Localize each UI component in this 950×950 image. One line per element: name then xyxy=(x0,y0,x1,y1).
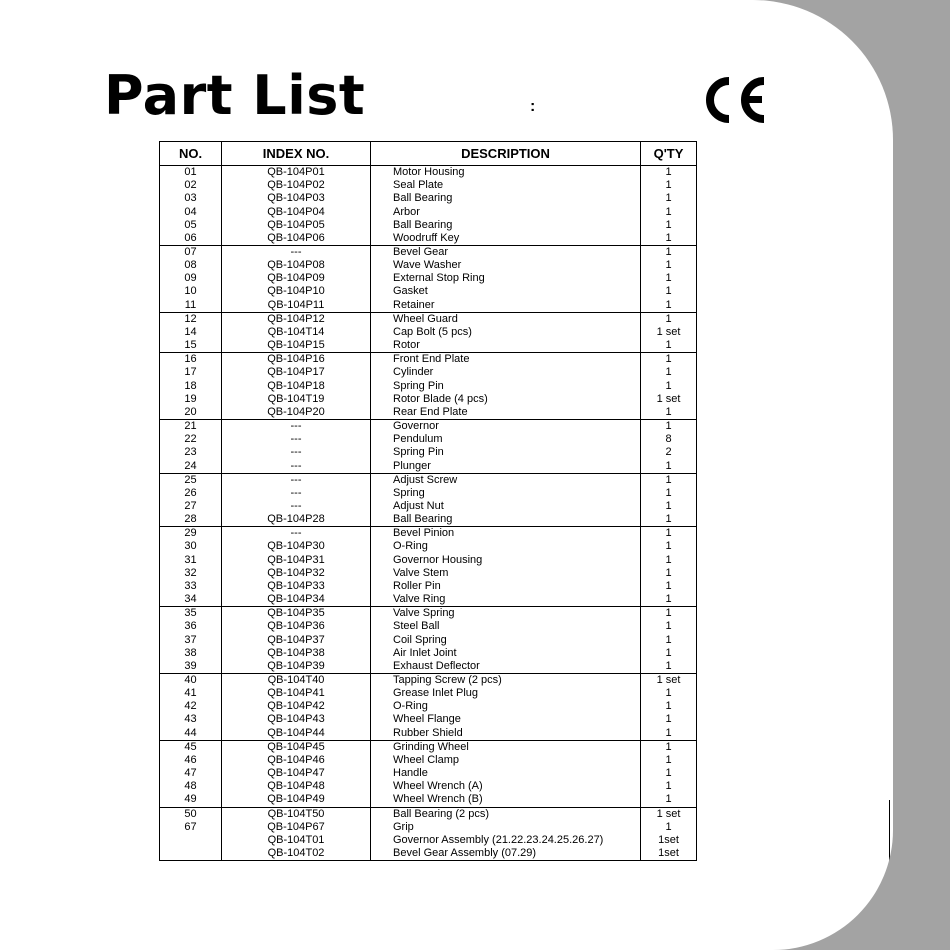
cell-description: Spring xyxy=(371,487,641,500)
cell-qty: 1 xyxy=(641,793,697,807)
cell-qty: 1 xyxy=(641,487,697,500)
cell-no: 15 xyxy=(160,339,222,353)
cell-qty: 1 xyxy=(641,299,697,313)
cell-description: Retainer xyxy=(371,299,641,313)
cell-qty: 8 xyxy=(641,433,697,446)
table-row xyxy=(160,205,697,218)
cell-description: Exhaust Deflector xyxy=(371,660,641,674)
cell-description: Rubber Shield xyxy=(371,727,641,741)
cell-qty: 1 xyxy=(641,245,697,259)
table-row xyxy=(160,353,697,367)
cell-no: 34 xyxy=(160,593,222,607)
cell-no: 48 xyxy=(160,780,222,793)
table-row xyxy=(160,285,697,298)
cell-no: 01 xyxy=(160,166,222,180)
cell-qty: 1 xyxy=(641,821,697,834)
cell-index-no: QB-104P05 xyxy=(222,219,371,232)
cell-description: Cylinder xyxy=(371,366,641,379)
cell-qty: 2 xyxy=(641,446,697,459)
cell-description: Bevel Gear xyxy=(371,245,641,259)
cell-qty: 1 xyxy=(641,593,697,607)
table-row xyxy=(160,713,697,726)
cell-qty: 1 xyxy=(641,754,697,767)
cell-no: 14 xyxy=(160,326,222,339)
table-row xyxy=(160,740,697,754)
cell-no: 03 xyxy=(160,192,222,205)
cell-no: 43 xyxy=(160,713,222,726)
cell-description: Ball Bearing (2 pcs) xyxy=(371,807,641,821)
cell-no: 41 xyxy=(160,687,222,700)
cell-description: Bevel Gear Assembly (07.29) xyxy=(371,847,641,861)
cell-index-no: QB-104P35 xyxy=(222,607,371,621)
title-colon: : xyxy=(530,98,536,115)
cell-index-no: QB-104P12 xyxy=(222,312,371,326)
table-row xyxy=(160,406,697,420)
cell-description: Cap Bolt (5 pcs) xyxy=(371,326,641,339)
cell-no: 05 xyxy=(160,219,222,232)
cell-no: 33 xyxy=(160,580,222,593)
cell-qty: 1 xyxy=(641,205,697,218)
cell-no: 32 xyxy=(160,567,222,580)
table-row xyxy=(160,192,697,205)
table-row xyxy=(160,727,697,741)
cell-description: Governor Housing xyxy=(371,554,641,567)
cell-description: Woodruff Key xyxy=(371,232,641,246)
cell-qty: 1 xyxy=(641,620,697,633)
cell-no: 26 xyxy=(160,487,222,500)
cell-index-no: QB-104P37 xyxy=(222,633,371,646)
cell-no: 12 xyxy=(160,312,222,326)
table-row xyxy=(160,767,697,780)
cell-qty: 1 xyxy=(641,419,697,433)
ce-mark-icon xyxy=(700,74,770,126)
table-row xyxy=(160,393,697,406)
cell-description: Ball Bearing xyxy=(371,219,641,232)
cell-qty: 1 xyxy=(641,259,697,272)
cell-index-no: --- xyxy=(222,419,371,433)
cell-qty: 1 xyxy=(641,513,697,527)
cell-qty: 1 xyxy=(641,780,697,793)
table-row xyxy=(160,540,697,553)
cell-description: Motor Housing xyxy=(371,166,641,180)
table-row xyxy=(160,459,697,473)
cell-no: 17 xyxy=(160,366,222,379)
cell-index-no: QB-104P04 xyxy=(222,205,371,218)
cell-index-no: --- xyxy=(222,446,371,459)
cell-qty: 1 set xyxy=(641,673,697,687)
cell-index-no: QB-104P38 xyxy=(222,647,371,660)
table-row xyxy=(160,527,697,541)
table-row xyxy=(160,847,697,861)
table-row xyxy=(160,312,697,326)
cell-index-no: QB-104T02 xyxy=(222,847,371,861)
cell-description: External Stop Ring xyxy=(371,272,641,285)
cell-qty: 1 xyxy=(641,166,697,180)
table-row xyxy=(160,607,697,621)
cell-qty: 1 xyxy=(641,660,697,674)
cell-description: Ball Bearing xyxy=(371,513,641,527)
table-row xyxy=(160,821,697,834)
cell-index-no: QB-104T14 xyxy=(222,326,371,339)
cell-index-no: QB-104P42 xyxy=(222,700,371,713)
cell-description: Valve Spring xyxy=(371,607,641,621)
cell-index-no: QB-104P28 xyxy=(222,513,371,527)
cell-no: 25 xyxy=(160,473,222,487)
cell-index-no: QB-104P11 xyxy=(222,299,371,313)
cell-qty: 1 set xyxy=(641,326,697,339)
cell-index-no: QB-104P01 xyxy=(222,166,371,180)
cell-index-no: --- xyxy=(222,245,371,259)
cell-description: Rotor xyxy=(371,339,641,353)
cell-qty: 1 set xyxy=(641,807,697,821)
cell-index-no: QB-104P39 xyxy=(222,660,371,674)
cell-description: Valve Stem xyxy=(371,567,641,580)
cell-qty: 1 xyxy=(641,406,697,420)
cell-no: 42 xyxy=(160,700,222,713)
cell-no: 31 xyxy=(160,554,222,567)
cell-index-no: --- xyxy=(222,473,371,487)
cell-description: O-Ring xyxy=(371,700,641,713)
cell-no: 46 xyxy=(160,754,222,767)
cell-no: 27 xyxy=(160,500,222,513)
page-edge-line xyxy=(889,800,890,870)
table-row xyxy=(160,754,697,767)
cell-description: Valve Ring xyxy=(371,593,641,607)
table-row xyxy=(160,326,697,339)
cell-description: Governor Assembly (21.22.23.24.25.26.27) xyxy=(371,834,641,847)
cell-description: Adjust Screw xyxy=(371,473,641,487)
table-row xyxy=(160,700,697,713)
cell-no: 38 xyxy=(160,647,222,660)
cell-qty: 1 xyxy=(641,767,697,780)
cell-description: Steel Ball xyxy=(371,620,641,633)
cell-description: Plunger xyxy=(371,459,641,473)
cell-index-no: QB-104T50 xyxy=(222,807,371,821)
cell-qty: 1 xyxy=(641,647,697,660)
header-qty: Q'TY xyxy=(641,142,697,166)
cell-index-no: --- xyxy=(222,500,371,513)
cell-qty: 1 xyxy=(641,285,697,298)
cell-index-no: QB-104P10 xyxy=(222,285,371,298)
cell-index-no: QB-104P32 xyxy=(222,567,371,580)
cell-no: 24 xyxy=(160,459,222,473)
cell-description: Bevel Pinion xyxy=(371,527,641,541)
cell-no: 20 xyxy=(160,406,222,420)
cell-index-no: QB-104P45 xyxy=(222,740,371,754)
table-row xyxy=(160,834,697,847)
cell-qty: 1 xyxy=(641,312,697,326)
cell-no: 06 xyxy=(160,232,222,246)
cell-qty: 1 xyxy=(641,607,697,621)
cell-no: 22 xyxy=(160,433,222,446)
cell-no: 11 xyxy=(160,299,222,313)
cell-index-no: --- xyxy=(222,459,371,473)
table-row xyxy=(160,232,697,246)
table-row xyxy=(160,567,697,580)
cell-description: Wheel Clamp xyxy=(371,754,641,767)
cell-qty: 1 xyxy=(641,540,697,553)
cell-description: Grinding Wheel xyxy=(371,740,641,754)
cell-description: Coil Spring xyxy=(371,633,641,646)
cell-qty: 1 xyxy=(641,527,697,541)
cell-description: Wheel Wrench (B) xyxy=(371,793,641,807)
cell-description: Ball Bearing xyxy=(371,192,641,205)
cell-description: Adjust Nut xyxy=(371,500,641,513)
cell-no: 39 xyxy=(160,660,222,674)
table-row xyxy=(160,633,697,646)
cell-index-no: --- xyxy=(222,433,371,446)
cell-description: Wave Washer xyxy=(371,259,641,272)
cell-index-no: QB-104P36 xyxy=(222,620,371,633)
cell-index-no: QB-104P16 xyxy=(222,353,371,367)
cell-no: 50 xyxy=(160,807,222,821)
cell-no: 18 xyxy=(160,380,222,393)
cell-description: Arbor xyxy=(371,205,641,218)
cell-no xyxy=(160,847,222,861)
cell-index-no: QB-104P34 xyxy=(222,593,371,607)
header-no: NO. xyxy=(160,142,222,166)
cell-description: Front End Plate xyxy=(371,353,641,367)
cell-no: 02 xyxy=(160,179,222,192)
cell-description: Wheel Wrench (A) xyxy=(371,780,641,793)
cell-index-no: QB-104T01 xyxy=(222,834,371,847)
table-row xyxy=(160,219,697,232)
cell-no: 29 xyxy=(160,527,222,541)
table-row xyxy=(160,554,697,567)
cell-qty: 1set xyxy=(641,834,697,847)
cell-description: Rotor Blade (4 pcs) xyxy=(371,393,641,406)
parts-table xyxy=(159,141,697,861)
cell-qty: 1 xyxy=(641,554,697,567)
table-row xyxy=(160,673,697,687)
table-header-row xyxy=(160,142,697,166)
cell-no: 36 xyxy=(160,620,222,633)
cell-no: 45 xyxy=(160,740,222,754)
cell-no: 47 xyxy=(160,767,222,780)
cell-description: Pendulum xyxy=(371,433,641,446)
table-row xyxy=(160,500,697,513)
cell-index-no: QB-104P41 xyxy=(222,687,371,700)
table-row xyxy=(160,179,697,192)
cell-qty: 1 set xyxy=(641,393,697,406)
header-index-no: INDEX NO. xyxy=(222,142,371,166)
cell-index-no: QB-104T40 xyxy=(222,673,371,687)
cell-qty: 1 xyxy=(641,700,697,713)
cell-qty: 1 xyxy=(641,459,697,473)
cell-index-no: QB-104P46 xyxy=(222,754,371,767)
table-row xyxy=(160,593,697,607)
cell-index-no: QB-104P43 xyxy=(222,713,371,726)
table-row xyxy=(160,473,697,487)
cell-index-no: QB-104P17 xyxy=(222,366,371,379)
cell-index-no: QB-104P03 xyxy=(222,192,371,205)
cell-description: Seal Plate xyxy=(371,179,641,192)
cell-qty: 1 xyxy=(641,219,697,232)
table-row xyxy=(160,166,697,180)
cell-qty: 1set xyxy=(641,847,697,861)
cell-qty: 1 xyxy=(641,272,697,285)
cell-no: 10 xyxy=(160,285,222,298)
cell-no: 23 xyxy=(160,446,222,459)
table-row xyxy=(160,793,697,807)
cell-description: Spring Pin xyxy=(371,380,641,393)
cell-qty: 1 xyxy=(641,713,697,726)
cell-no: 37 xyxy=(160,633,222,646)
cell-qty: 1 xyxy=(641,339,697,353)
cell-qty: 1 xyxy=(641,567,697,580)
cell-index-no: QB-104P33 xyxy=(222,580,371,593)
table-row xyxy=(160,580,697,593)
table-row xyxy=(160,687,697,700)
cell-description: Air Inlet Joint xyxy=(371,647,641,660)
cell-no: 09 xyxy=(160,272,222,285)
cell-index-no: QB-104P30 xyxy=(222,540,371,553)
cell-qty: 1 xyxy=(641,633,697,646)
cell-index-no: QB-104P06 xyxy=(222,232,371,246)
table-row xyxy=(160,660,697,674)
cell-qty: 1 xyxy=(641,740,697,754)
cell-qty: 1 xyxy=(641,580,697,593)
cell-index-no: QB-104P48 xyxy=(222,780,371,793)
cell-description: Rear End Plate xyxy=(371,406,641,420)
cell-description: Handle xyxy=(371,767,641,780)
cell-no: 19 xyxy=(160,393,222,406)
table-row xyxy=(160,339,697,353)
cell-qty: 1 xyxy=(641,687,697,700)
table-row xyxy=(160,366,697,379)
cell-index-no: QB-104P20 xyxy=(222,406,371,420)
cell-qty: 1 xyxy=(641,192,697,205)
table-row xyxy=(160,299,697,313)
table-row xyxy=(160,780,697,793)
cell-qty: 1 xyxy=(641,500,697,513)
cell-index-no: QB-104P31 xyxy=(222,554,371,567)
cell-index-no: QB-104P47 xyxy=(222,767,371,780)
cell-description: Wheel Flange xyxy=(371,713,641,726)
table-row xyxy=(160,380,697,393)
cell-index-no: QB-104P44 xyxy=(222,727,371,741)
page-title: Part List xyxy=(104,64,366,127)
header-description: DESCRIPTION xyxy=(371,142,641,166)
table-row xyxy=(160,433,697,446)
parts-table-body xyxy=(160,166,697,861)
table-row xyxy=(160,513,697,527)
cell-qty: 1 xyxy=(641,366,697,379)
table-row xyxy=(160,620,697,633)
cell-no: 44 xyxy=(160,727,222,741)
table-row xyxy=(160,647,697,660)
cell-index-no: QB-104P49 xyxy=(222,793,371,807)
cell-description: Tapping Screw (2 pcs) xyxy=(371,673,641,687)
cell-index-no: QB-104P67 xyxy=(222,821,371,834)
cell-index-no: QB-104P08 xyxy=(222,259,371,272)
cell-no xyxy=(160,834,222,847)
cell-no: 21 xyxy=(160,419,222,433)
cell-index-no: QB-104P18 xyxy=(222,380,371,393)
cell-no: 67 xyxy=(160,821,222,834)
cell-no: 49 xyxy=(160,793,222,807)
cell-index-no: QB-104P02 xyxy=(222,179,371,192)
cell-no: 08 xyxy=(160,259,222,272)
cell-qty: 1 xyxy=(641,232,697,246)
cell-no: 40 xyxy=(160,673,222,687)
cell-no: 30 xyxy=(160,540,222,553)
cell-index-no: QB-104P15 xyxy=(222,339,371,353)
cell-qty: 1 xyxy=(641,380,697,393)
cell-description: Spring Pin xyxy=(371,446,641,459)
cell-index-no: QB-104T19 xyxy=(222,393,371,406)
cell-index-no: --- xyxy=(222,527,371,541)
cell-index-no: --- xyxy=(222,487,371,500)
cell-no: 16 xyxy=(160,353,222,367)
cell-description: Grip xyxy=(371,821,641,834)
cell-description: Wheel Guard xyxy=(371,312,641,326)
cell-no: 35 xyxy=(160,607,222,621)
cell-qty: 1 xyxy=(641,727,697,741)
table-row xyxy=(160,487,697,500)
table-row xyxy=(160,259,697,272)
cell-description: Roller Pin xyxy=(371,580,641,593)
table-row xyxy=(160,446,697,459)
table-row xyxy=(160,807,697,821)
cell-qty: 1 xyxy=(641,179,697,192)
cell-description: Governor xyxy=(371,419,641,433)
cell-description: Gasket xyxy=(371,285,641,298)
table-row xyxy=(160,272,697,285)
table-row xyxy=(160,245,697,259)
table-row xyxy=(160,419,697,433)
cell-no: 28 xyxy=(160,513,222,527)
cell-no: 07 xyxy=(160,245,222,259)
cell-no: 04 xyxy=(160,205,222,218)
cell-index-no: QB-104P09 xyxy=(222,272,371,285)
cell-description: O-Ring xyxy=(371,540,641,553)
cell-qty: 1 xyxy=(641,353,697,367)
cell-description: Grease Inlet Plug xyxy=(371,687,641,700)
cell-qty: 1 xyxy=(641,473,697,487)
